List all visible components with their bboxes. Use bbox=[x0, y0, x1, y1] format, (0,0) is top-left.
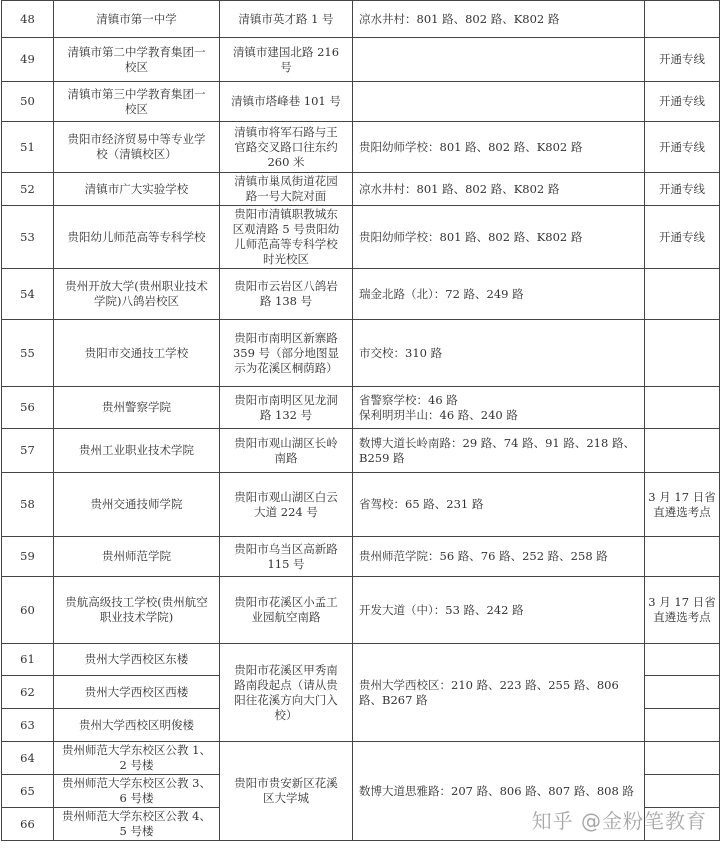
school-name: 清镇市第二中学教育集团一校区 bbox=[54, 38, 220, 82]
bus-route-line: 凉水井村：801 路、802 路、K802 路 bbox=[359, 11, 560, 26]
row-number: 58 bbox=[2, 473, 54, 537]
remark bbox=[645, 269, 720, 320]
school-name: 贵州工业职业技术学院 bbox=[54, 429, 220, 473]
school-address: 贵阳市观山湖区长岭南路 bbox=[220, 429, 353, 473]
bus-route-line: 贵阳幼师学校：801 路、802 路、K802 路 bbox=[359, 229, 583, 244]
remark bbox=[645, 387, 720, 429]
school-address: 清镇市塔峰巷 101 号 bbox=[220, 82, 353, 122]
row-number: 64 bbox=[2, 742, 54, 775]
bus-routes bbox=[353, 206, 645, 269]
row-number: 65 bbox=[2, 775, 54, 808]
bus-routes bbox=[353, 122, 645, 173]
bus-routes: 贵州大学西校区：210 路、223 路、255 路、806 路、B267 路 bbox=[353, 644, 645, 742]
bus-route-line: 省驾校：65 路、231 路 bbox=[359, 497, 484, 511]
school-name: 贵州师范大学东校区公教 1、2 号楼 bbox=[54, 742, 220, 775]
row-number: 62 bbox=[2, 676, 54, 709]
bus-routes bbox=[353, 429, 645, 473]
table-row bbox=[2, 644, 720, 676]
bus-routes bbox=[353, 1, 645, 38]
remark bbox=[645, 537, 720, 577]
bus-route-line: 凉水井村：801 路、802 路、K802 路 bbox=[359, 181, 560, 196]
bus-route-line: 开发大道（中）：53 路、242 路 bbox=[359, 602, 524, 617]
school-address: 清镇市巢凤街道花园路一号大院对面 bbox=[220, 173, 353, 206]
bus-routes bbox=[353, 320, 645, 387]
table-row bbox=[2, 577, 720, 644]
school-name: 贵州大学西校区明俊楼 bbox=[54, 709, 220, 742]
school-name: 贵阳幼儿师范高等专科学校 bbox=[54, 206, 220, 269]
school-name: 贵州师范学院 bbox=[54, 537, 220, 577]
bus-routes: 数博大道思雅路：207 路、806 路、807 路、808 路 bbox=[353, 742, 645, 841]
school-name: 贵州师范大学东校区公教 3、6 号楼 bbox=[54, 775, 220, 808]
table-row bbox=[2, 537, 720, 577]
row-number: 59 bbox=[2, 537, 54, 577]
row-number: 52 bbox=[2, 173, 54, 206]
row-number: 56 bbox=[2, 387, 54, 429]
table-row bbox=[2, 122, 720, 173]
bus-route-line: 瑞金北路（北）：72 路、249 路 bbox=[359, 286, 524, 301]
row-number: 61 bbox=[2, 644, 54, 676]
school-name: 清镇市第一中学 bbox=[54, 1, 220, 38]
school-address: 贵阳市云岩区八鸽岩路 138 号 bbox=[220, 269, 353, 320]
row-number: 57 bbox=[2, 429, 54, 473]
row-number: 63 bbox=[2, 709, 54, 742]
bus-route-line: 市交校：310 路 bbox=[359, 345, 443, 360]
school-address: 贵阳市花溪区小孟工业园航空南路 bbox=[220, 577, 353, 644]
remark: 开通专线 bbox=[645, 122, 720, 173]
remark: 开通专线 bbox=[645, 206, 720, 269]
row-number: 50 bbox=[2, 82, 54, 122]
table-row bbox=[2, 173, 720, 206]
school-address: 贵阳市观山湖区白云大道 224 号 bbox=[220, 473, 353, 537]
table-row bbox=[2, 473, 720, 537]
school-name: 贵航高级技工学校(贵州航空职业技术学院) bbox=[54, 577, 220, 644]
row-number: 51 bbox=[2, 122, 54, 173]
school-name: 贵州大学西校区东楼 bbox=[54, 644, 220, 676]
bus-route-line: 贵州师范学院：56 路、76 路、252 路、258 路 bbox=[359, 549, 608, 563]
school-name: 贵州师范大学东校区公教 4、5 号楼 bbox=[54, 808, 220, 841]
table-row bbox=[2, 320, 720, 387]
bus-routes bbox=[353, 38, 645, 82]
bus-route-line: 保利明玥半山：46 路、240 路 bbox=[359, 407, 518, 422]
exam-site-table bbox=[1, 0, 720, 841]
school-address: 贵阳市南明区见龙洞路 132 号 bbox=[220, 387, 353, 429]
school-name: 贵州交通技师学院 bbox=[54, 473, 220, 537]
table-row bbox=[2, 742, 720, 775]
row-number: 49 bbox=[2, 38, 54, 82]
school-address: 清镇市英才路 1 号 bbox=[220, 1, 353, 38]
school-name: 贵州警察学院 bbox=[54, 387, 220, 429]
school-address: 清镇市将军石路与王官路交叉路口往东约 260 米 bbox=[220, 122, 353, 173]
remark bbox=[645, 320, 720, 387]
table-row bbox=[2, 269, 720, 320]
school-name: 清镇市第三中学教育集团一校区 bbox=[54, 82, 220, 122]
school-address: 贵阳市贵安新区花溪区大学城 bbox=[220, 742, 353, 841]
table-row bbox=[2, 429, 720, 473]
remark: 3 月 17 日省直遴选考点 bbox=[645, 577, 720, 644]
remark: 开通专线 bbox=[645, 173, 720, 206]
bus-route-line: 省警察学校：46 路 bbox=[359, 392, 458, 407]
remark bbox=[645, 709, 720, 742]
row-number: 54 bbox=[2, 269, 54, 320]
school-name: 贵州大学西校区西楼 bbox=[54, 676, 220, 709]
bus-routes bbox=[353, 82, 645, 122]
row-number: 60 bbox=[2, 577, 54, 644]
remark bbox=[645, 644, 720, 676]
remark bbox=[645, 676, 720, 709]
school-address: 贵阳市南明区新寨路 359 号（部分地图显示为花溪区桐荫路） bbox=[220, 320, 353, 387]
watermark: 知乎 @金粉笔教育 bbox=[531, 809, 707, 833]
table-row bbox=[2, 387, 720, 429]
school-address: 贵阳市乌当区高新路 115 号 bbox=[220, 537, 353, 577]
table-body bbox=[2, 1, 720, 841]
bus-routes bbox=[353, 577, 645, 644]
table-row bbox=[2, 82, 720, 122]
remark bbox=[645, 429, 720, 473]
bus-route-line: 贵阳幼师学校：801 路、802 路、K802 路 bbox=[359, 139, 583, 154]
remark bbox=[645, 1, 720, 38]
remark bbox=[645, 775, 720, 808]
remark: 开通专线 bbox=[645, 38, 720, 82]
table-row bbox=[2, 206, 720, 269]
bus-route-line: 数博大道长岭南路：29 路、74 路、91 路、218 路、B259 路 bbox=[359, 435, 635, 465]
school-name: 贵阳市交通技工学校 bbox=[54, 320, 220, 387]
table-row bbox=[2, 38, 720, 82]
bus-routes bbox=[353, 473, 645, 537]
school-name: 清镇市广大实验学校 bbox=[54, 173, 220, 206]
bus-routes bbox=[353, 269, 645, 320]
school-address: 清镇市建国北路 216 号 bbox=[220, 38, 353, 82]
school-address: 贵阳市花溪区甲秀南路南段起点（请从贵阳往花溪方向大门入校） bbox=[220, 644, 353, 742]
row-number: 55 bbox=[2, 320, 54, 387]
row-number: 53 bbox=[2, 206, 54, 269]
remark: 3 月 17 日省直遴选考点 bbox=[645, 473, 720, 537]
school-name: 贵州开放大学(贵州职业技术学院)八鸽岩校区 bbox=[54, 269, 220, 320]
row-number: 66 bbox=[2, 808, 54, 841]
remark: 开通专线 bbox=[645, 82, 720, 122]
remark bbox=[645, 742, 720, 775]
school-name: 贵阳市经济贸易中等专业学校（清镇校区） bbox=[54, 122, 220, 173]
bus-routes bbox=[353, 387, 645, 429]
row-number: 48 bbox=[2, 1, 54, 38]
table-row bbox=[2, 1, 720, 38]
bus-routes bbox=[353, 173, 645, 206]
school-address: 贵阳市清镇职教城东区观清路 5 号贵阳幼儿师范高等专科学校时光校区 bbox=[220, 206, 353, 269]
bus-routes bbox=[353, 537, 645, 577]
